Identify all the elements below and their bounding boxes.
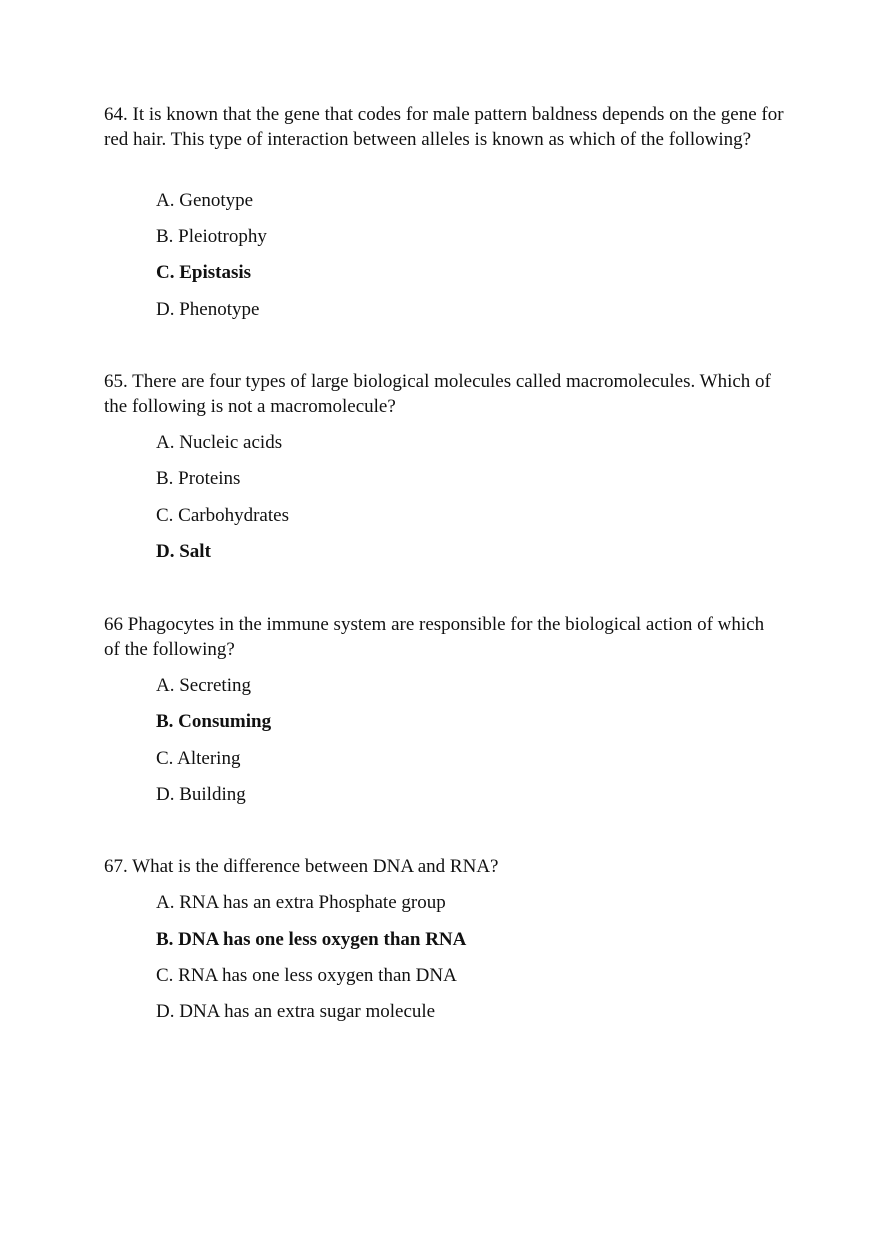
option-b: B. Proteins xyxy=(156,468,241,489)
question-text: 64. It is known that the gene that codes for male pattern baldness depends on the gene for red hair. This type of interaction between alleles is known as which of the following? xyxy=(104,104,784,150)
option-c: C. Carbohydrates xyxy=(156,505,289,526)
option-b-correct: B. Consuming xyxy=(156,711,272,732)
option-d-correct: D. Salt xyxy=(156,541,211,562)
option-a: A. RNA has an extra Phosphate group xyxy=(156,892,446,913)
question-text: 65. There are four types of large biological molecules called macromolecules. Which of the following is not a macromolecule? xyxy=(104,371,771,417)
option-a: A. Genotype xyxy=(156,190,254,211)
option-a: A. Nucleic acids xyxy=(156,432,283,453)
option-d: D. Phenotype xyxy=(156,299,260,320)
option-a: A. Secreting xyxy=(156,675,251,696)
option-b: B. Pleiotrophy xyxy=(156,226,267,247)
option-b-correct: B. DNA has one less oxygen than RNA xyxy=(156,929,467,950)
option-c-correct: C. Epistasis xyxy=(156,262,252,283)
option-d: D. Building xyxy=(156,784,246,805)
option-c: C. RNA has one less oxygen than DNA xyxy=(156,965,457,986)
question-text: 66 Phagocytes in the immune system are responsible for the biological action of which of the following? xyxy=(104,614,765,660)
option-d: D. DNA has an extra sugar molecule xyxy=(156,1001,436,1022)
option-c: C. Altering xyxy=(156,748,241,769)
question-text: 67. What is the difference between DNA and RNA? xyxy=(104,856,499,877)
